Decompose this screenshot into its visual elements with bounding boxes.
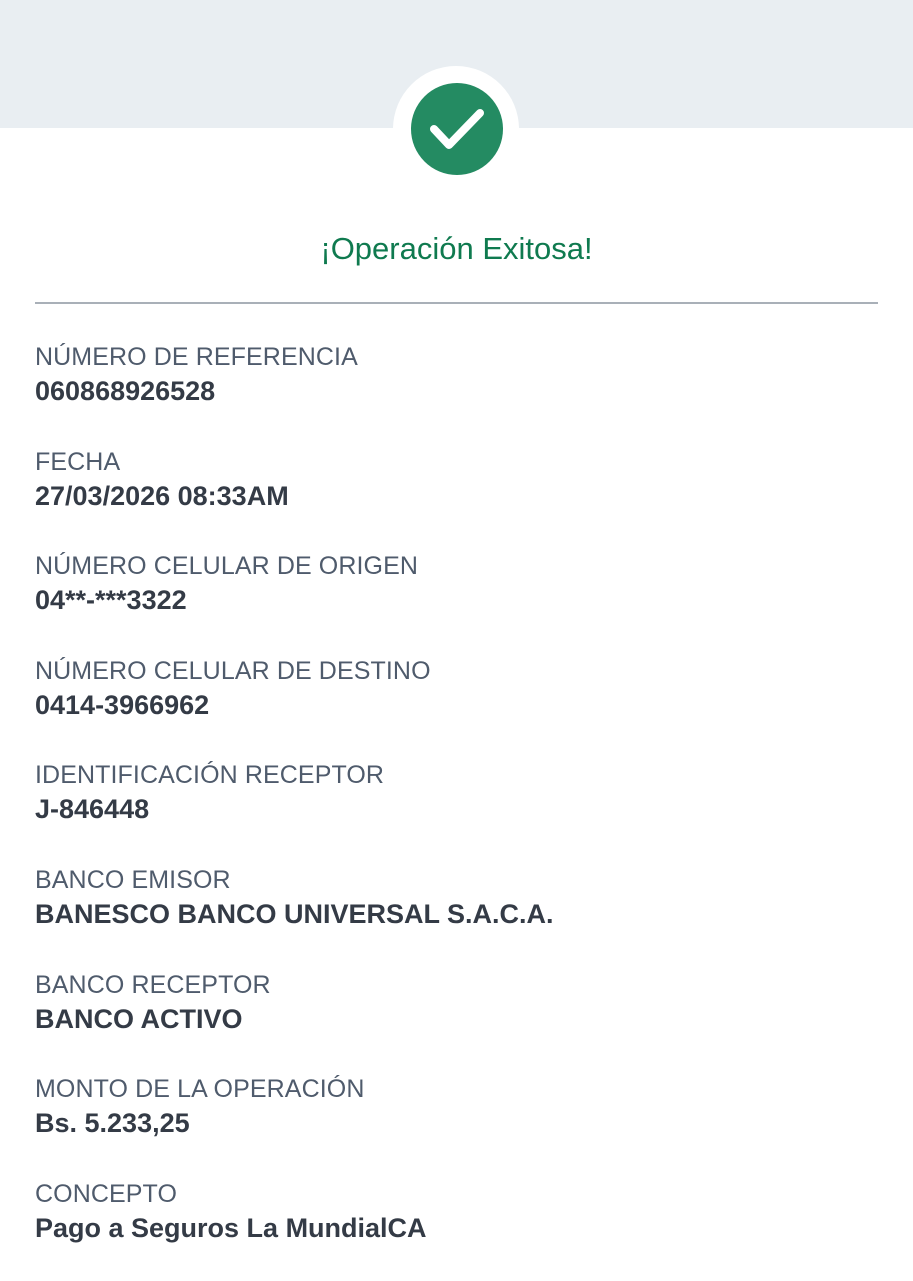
origin-phone-field [35,549,878,654]
field-value: Pago a Seguros La MundialCA [35,1212,427,1243]
receiver-id-field [35,758,878,863]
checkmark-icon [411,83,503,175]
field-label: CONCEPTO [35,1179,178,1208]
field-value: BANCO ACTIVO [35,1003,243,1034]
field-label: BANCO EMISOR [35,865,231,894]
concept-field [35,1177,878,1281]
field-label: MONTO DE LA OPERACIÓN [35,1075,365,1104]
field-value: 0414-3966962 [35,689,210,720]
field-value: Bs. 5.233,25 [35,1108,190,1139]
destination-phone-field [35,654,878,759]
receiver-bank-field [35,968,878,1073]
field-label: FECHA [35,447,121,476]
field-label: IDENTIFICACIÓN RECEPTOR [35,761,385,790]
field-value: 04**-***3322 [35,585,187,616]
amount-field [35,1072,878,1177]
field-label: BANCO RECEPTOR [35,970,271,999]
transaction-details [35,340,878,1281]
success-title: ¡Operación Exitosa! [320,231,593,266]
field-value: 060868926528 [35,376,216,406]
reference-number-field [35,340,878,445]
check-circle-icon [411,83,503,175]
divider [35,302,878,304]
field-value: 27/03/2026 08:33AM [35,480,289,511]
field-value: J-846448 [35,794,150,825]
field-label: NÚMERO DE REFERENCIA [35,343,358,371]
field-value: BANESCO BANCO UNIVERSAL S.A.C.A. [35,898,554,929]
field-label: NÚMERO CELULAR DE ORIGEN [35,552,419,581]
date-field [35,445,878,550]
field-label: NÚMERO CELULAR DE DESTINO [35,656,431,685]
issuer-bank-field [35,863,878,968]
